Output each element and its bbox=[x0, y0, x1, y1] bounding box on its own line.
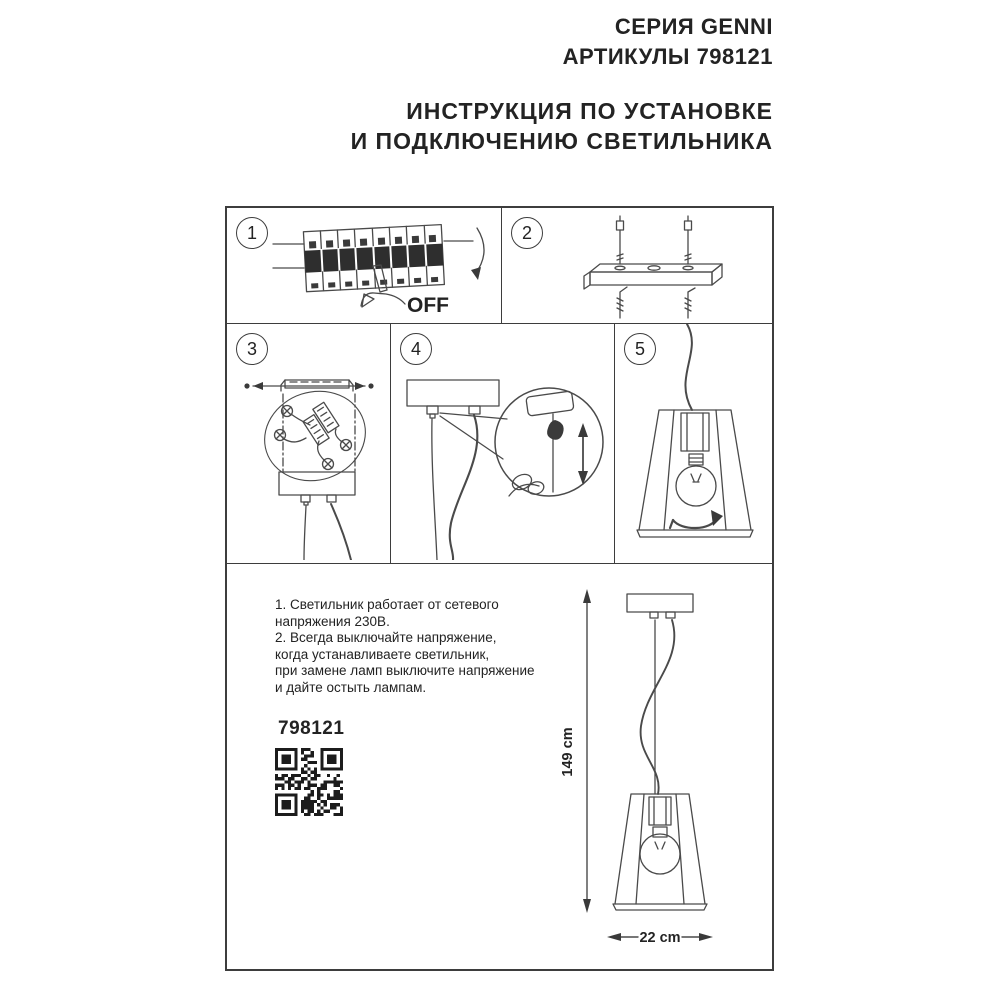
page-title-line1: ИНСТРУКЦИЯ ПО УСТАНОВКЕ bbox=[406, 98, 773, 124]
pendant-dimensions-drawing bbox=[552, 576, 782, 968]
article-number: 798121 bbox=[278, 718, 345, 739]
grid-row-2 bbox=[227, 323, 772, 563]
step-4-number: 4 bbox=[400, 333, 432, 365]
step-3-number: 3 bbox=[236, 333, 268, 365]
grid-row-3 bbox=[227, 563, 772, 969]
note-line: при замене ламп выключите напряжение bbox=[275, 663, 535, 678]
height-dimension-label: 149 cm bbox=[560, 727, 576, 777]
note-line: и дайте остыть лампам. bbox=[275, 679, 427, 695]
step-5-panel bbox=[614, 324, 772, 563]
qr-code bbox=[275, 748, 343, 816]
circuit-breaker-off-icon bbox=[227, 208, 501, 321]
step-3-panel bbox=[227, 324, 390, 563]
step-5-number: 5 bbox=[624, 333, 656, 365]
step-2-number: 2 bbox=[511, 217, 543, 249]
series-title: СЕРИЯ GENNI bbox=[614, 14, 773, 39]
width-dimension-label: 22 cm bbox=[639, 930, 681, 946]
note-line: 1. Светильник работает от сетевого bbox=[275, 597, 499, 612]
safety-notes bbox=[275, 597, 565, 696]
page-title-line2: И ПОДКЛЮЧЕНИЮ СВЕТИЛЬНИКА bbox=[350, 128, 773, 154]
note-line: 2. Всегда выключайте напряжение, bbox=[275, 630, 497, 645]
mounting-bracket-icon bbox=[502, 208, 774, 321]
step-2-panel bbox=[501, 208, 772, 323]
step-1-number: 1 bbox=[236, 217, 268, 249]
grid-row-1 bbox=[227, 208, 772, 323]
step-4-panel bbox=[390, 324, 614, 563]
off-label: OFF bbox=[407, 294, 449, 317]
note-line: когда устанавливаете светильник, bbox=[275, 646, 490, 662]
instruction-grid bbox=[225, 206, 774, 971]
pointing-hand-icon bbox=[361, 265, 405, 307]
step-1-panel bbox=[227, 208, 501, 323]
note-line: напряжения 230В. bbox=[275, 613, 390, 629]
article-title: АРТИКУЛЫ 798121 bbox=[562, 44, 773, 69]
